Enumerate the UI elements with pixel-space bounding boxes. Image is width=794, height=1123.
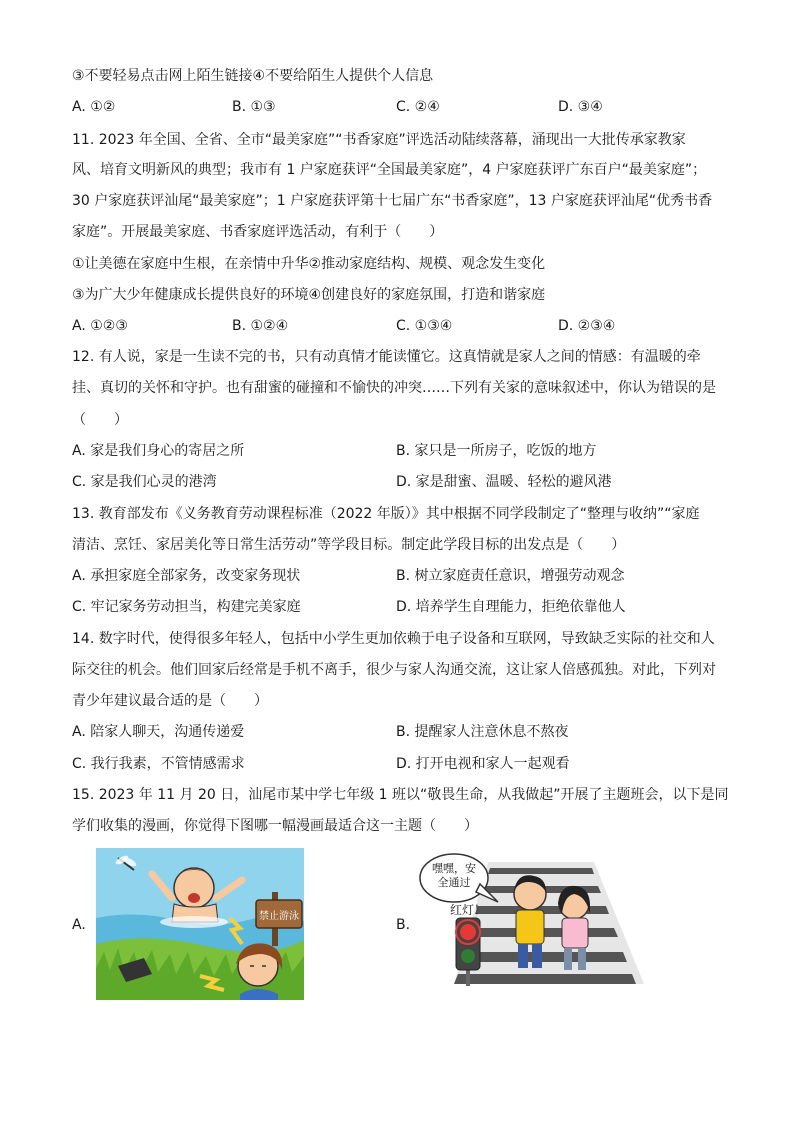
- option-c: C. ②④: [396, 99, 440, 115]
- speech-line-2: 全通过: [437, 876, 471, 889]
- q12-option-c: C. 家是我们心灵的港湾: [72, 474, 217, 490]
- q13-line-2: 清洁、烹饪、家居美化等日常生活劳动”等学段目标。制定此学段目标的出发点是（ ）: [72, 537, 626, 553]
- q11-option-d: D. ②③④: [558, 318, 616, 334]
- comic-b-red-light: [418, 852, 646, 986]
- q12-line-1: 12. 有人说，家是一生读不完的书，只有动真情才能读懂它。这真情就是家人之间的情感：有温暖的牵: [72, 349, 701, 365]
- q13-line-1: 13. 教育部发布《义务教育劳动课程标准（2022 年版）》其中根据不同学段制定了“整理与收纳”“家庭: [72, 506, 700, 522]
- q14-line-1: 14. 数字时代，使得很多年轻人，包括中小学生更加依赖于电子设备和互联网，导致缺乏实际的社交和人: [72, 631, 715, 647]
- q11-line-4: 家庭”。开展最美家庭、书香家庭评选活动，有利于（ ）: [72, 224, 444, 240]
- q11-line-3: 30 户家庭获评汕尾“最美家庭”；1 户家庭获评第十七届广东“书香家庭”，13 户家庭获评汕尾“优秀书香: [72, 193, 713, 209]
- q12-line-2: 挂、真切的关怀和守护。也有甜蜜的碰撞和不愉快的冲突……下列有关家的意味叙述中，你认为错误的是: [72, 380, 716, 396]
- q13-option-a: A. 承担家庭全部家务，改变家务现状: [72, 568, 301, 584]
- option-d: D. ③④: [558, 99, 603, 115]
- image-label-a: A.: [72, 917, 86, 933]
- q11-option-c: C. ①③④: [396, 318, 453, 334]
- q14-option-b: B. 提醒家人注意休息不熬夜: [396, 724, 569, 740]
- q14-option-a: A. 陪家人聊天，沟通传递爱: [72, 724, 245, 740]
- q12-option-a: A. 家是我们身心的寄居之所: [72, 443, 245, 459]
- q11-option-b: B. ①②④: [232, 318, 289, 334]
- q11-statement-2: ③为广大少年健康成长提供良好的环境④创建良好的家庭氛围，打造和谐家庭: [72, 287, 546, 303]
- q14-option-d: D. 打开电视和家人一起观看: [396, 756, 570, 772]
- statement-line: ③不要轻易点击网上陌生链接④不要给陌生人提供个人信息: [72, 68, 434, 84]
- q14-line-3: 青少年建议最合适的是（ ）: [72, 693, 268, 709]
- q12-option-d: D. 家是甜蜜、温暖、轻松的避风港: [396, 474, 612, 490]
- q11-option-a: A. ①②③: [72, 318, 128, 334]
- q12-line-3: （ ）: [72, 412, 128, 428]
- q11-line-2: 风、培育文明新风的典型；我市有 1 户家庭获评“全国最美家庭”，4 户家庭获评广东百户“最美家庭”；: [72, 162, 707, 178]
- no-swimming-sign-text: 禁止游泳: [259, 911, 299, 922]
- q14-line-2: 际交往的机会。他们回家后经常是手机不离手，很少与家人沟通交流，这让家人倍感孤独。对此，下列对: [72, 662, 716, 678]
- q15-line-2: 学们收集的漫画，你觉得下图哪一幅漫画最适合这一主题（ ）: [72, 818, 478, 834]
- option-a: A. ①②: [72, 99, 116, 115]
- q13-option-b: B. 树立家庭责任意识，增强劳动观念: [396, 568, 625, 584]
- q14-option-c: C. 我行我素，不管情感需求: [72, 756, 245, 772]
- option-b: B. ①③: [232, 99, 276, 115]
- image-label-b: B.: [396, 917, 411, 933]
- q15-line-1: 15. 2023 年 11 月 20 日，汕尾市某中学七年级 1 班以“敬畏生命，从我做起”开展了主题班会，以下是同: [72, 787, 729, 803]
- q13-option-c: C. 牢记家务劳动担当，构建完美家庭: [72, 599, 301, 615]
- speech-line-1: 嘿嘿，安: [432, 862, 476, 875]
- q12-option-b: B. 家只是一所房子，吃饭的地方: [396, 443, 597, 459]
- comic-a-swimming: [96, 848, 304, 1000]
- q13-option-d: D. 培养学生自理能力，拒绝依靠他人: [396, 599, 626, 615]
- speech-line-3: 红灯！: [449, 903, 487, 917]
- q11-statement-1: ①让美德在家庭中生根，在亲情中升华②推动家庭结构、规模、观念发生变化: [72, 256, 546, 272]
- q11-line-1: 11. 2023 年全国、全省、全市“最美家庭”“书香家庭”评选活动陆续落幕，涌现出一大批传承家教家: [72, 132, 686, 148]
